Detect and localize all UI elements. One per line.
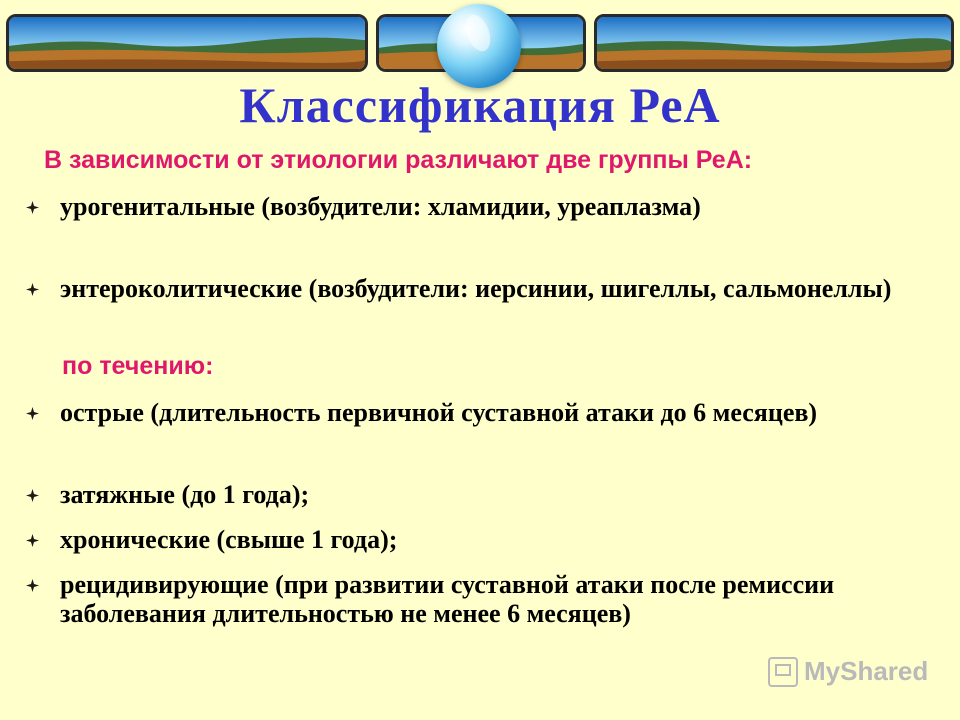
list-item-text: хронические (свыше 1 года); — [60, 525, 398, 554]
diamond-bullet-icon — [26, 192, 60, 221]
list-item-text: рецидивирующие (при развитии суставной атаки после ремиссии заболевания длительностью не менее 6 месяцев) — [60, 570, 835, 628]
decorative-banner-right — [594, 14, 954, 72]
etiology-subheading: В зависимости от этиологии различают две группы РеА: — [44, 146, 753, 174]
slide-title: Классификация РеА — [239, 77, 721, 133]
myshared-logo-icon — [768, 657, 798, 687]
list-item — [26, 398, 926, 427]
landscape-image — [597, 17, 951, 69]
list-item-text: урогенитальные (возбудители: хламидии, уреаплазма) — [60, 192, 701, 221]
list-item — [26, 570, 926, 628]
diamond-bullet-icon — [26, 274, 60, 303]
course-subheading: по течению: — [62, 352, 214, 380]
list-item-text: острые (длительность первичной суставной атаки до 6 месяцев) — [60, 398, 818, 427]
list-item-text: энтероколитические (возбудители: иерсинии, шигеллы, сальмонеллы) — [60, 274, 892, 303]
diamond-bullet-icon — [26, 570, 60, 628]
list-item — [26, 525, 926, 554]
list-item-text: затяжные (до 1 года); — [60, 480, 310, 509]
list-item — [26, 192, 926, 221]
watermark-text: MyShared — [804, 656, 929, 686]
landscape-image — [9, 17, 365, 69]
list-item — [26, 480, 926, 509]
decorative-banner-left — [6, 14, 368, 72]
diamond-bullet-icon — [26, 480, 60, 509]
diamond-bullet-icon — [26, 525, 60, 554]
list-item — [26, 274, 926, 303]
watermark-logo — [768, 656, 928, 687]
diamond-bullet-icon — [26, 398, 60, 427]
